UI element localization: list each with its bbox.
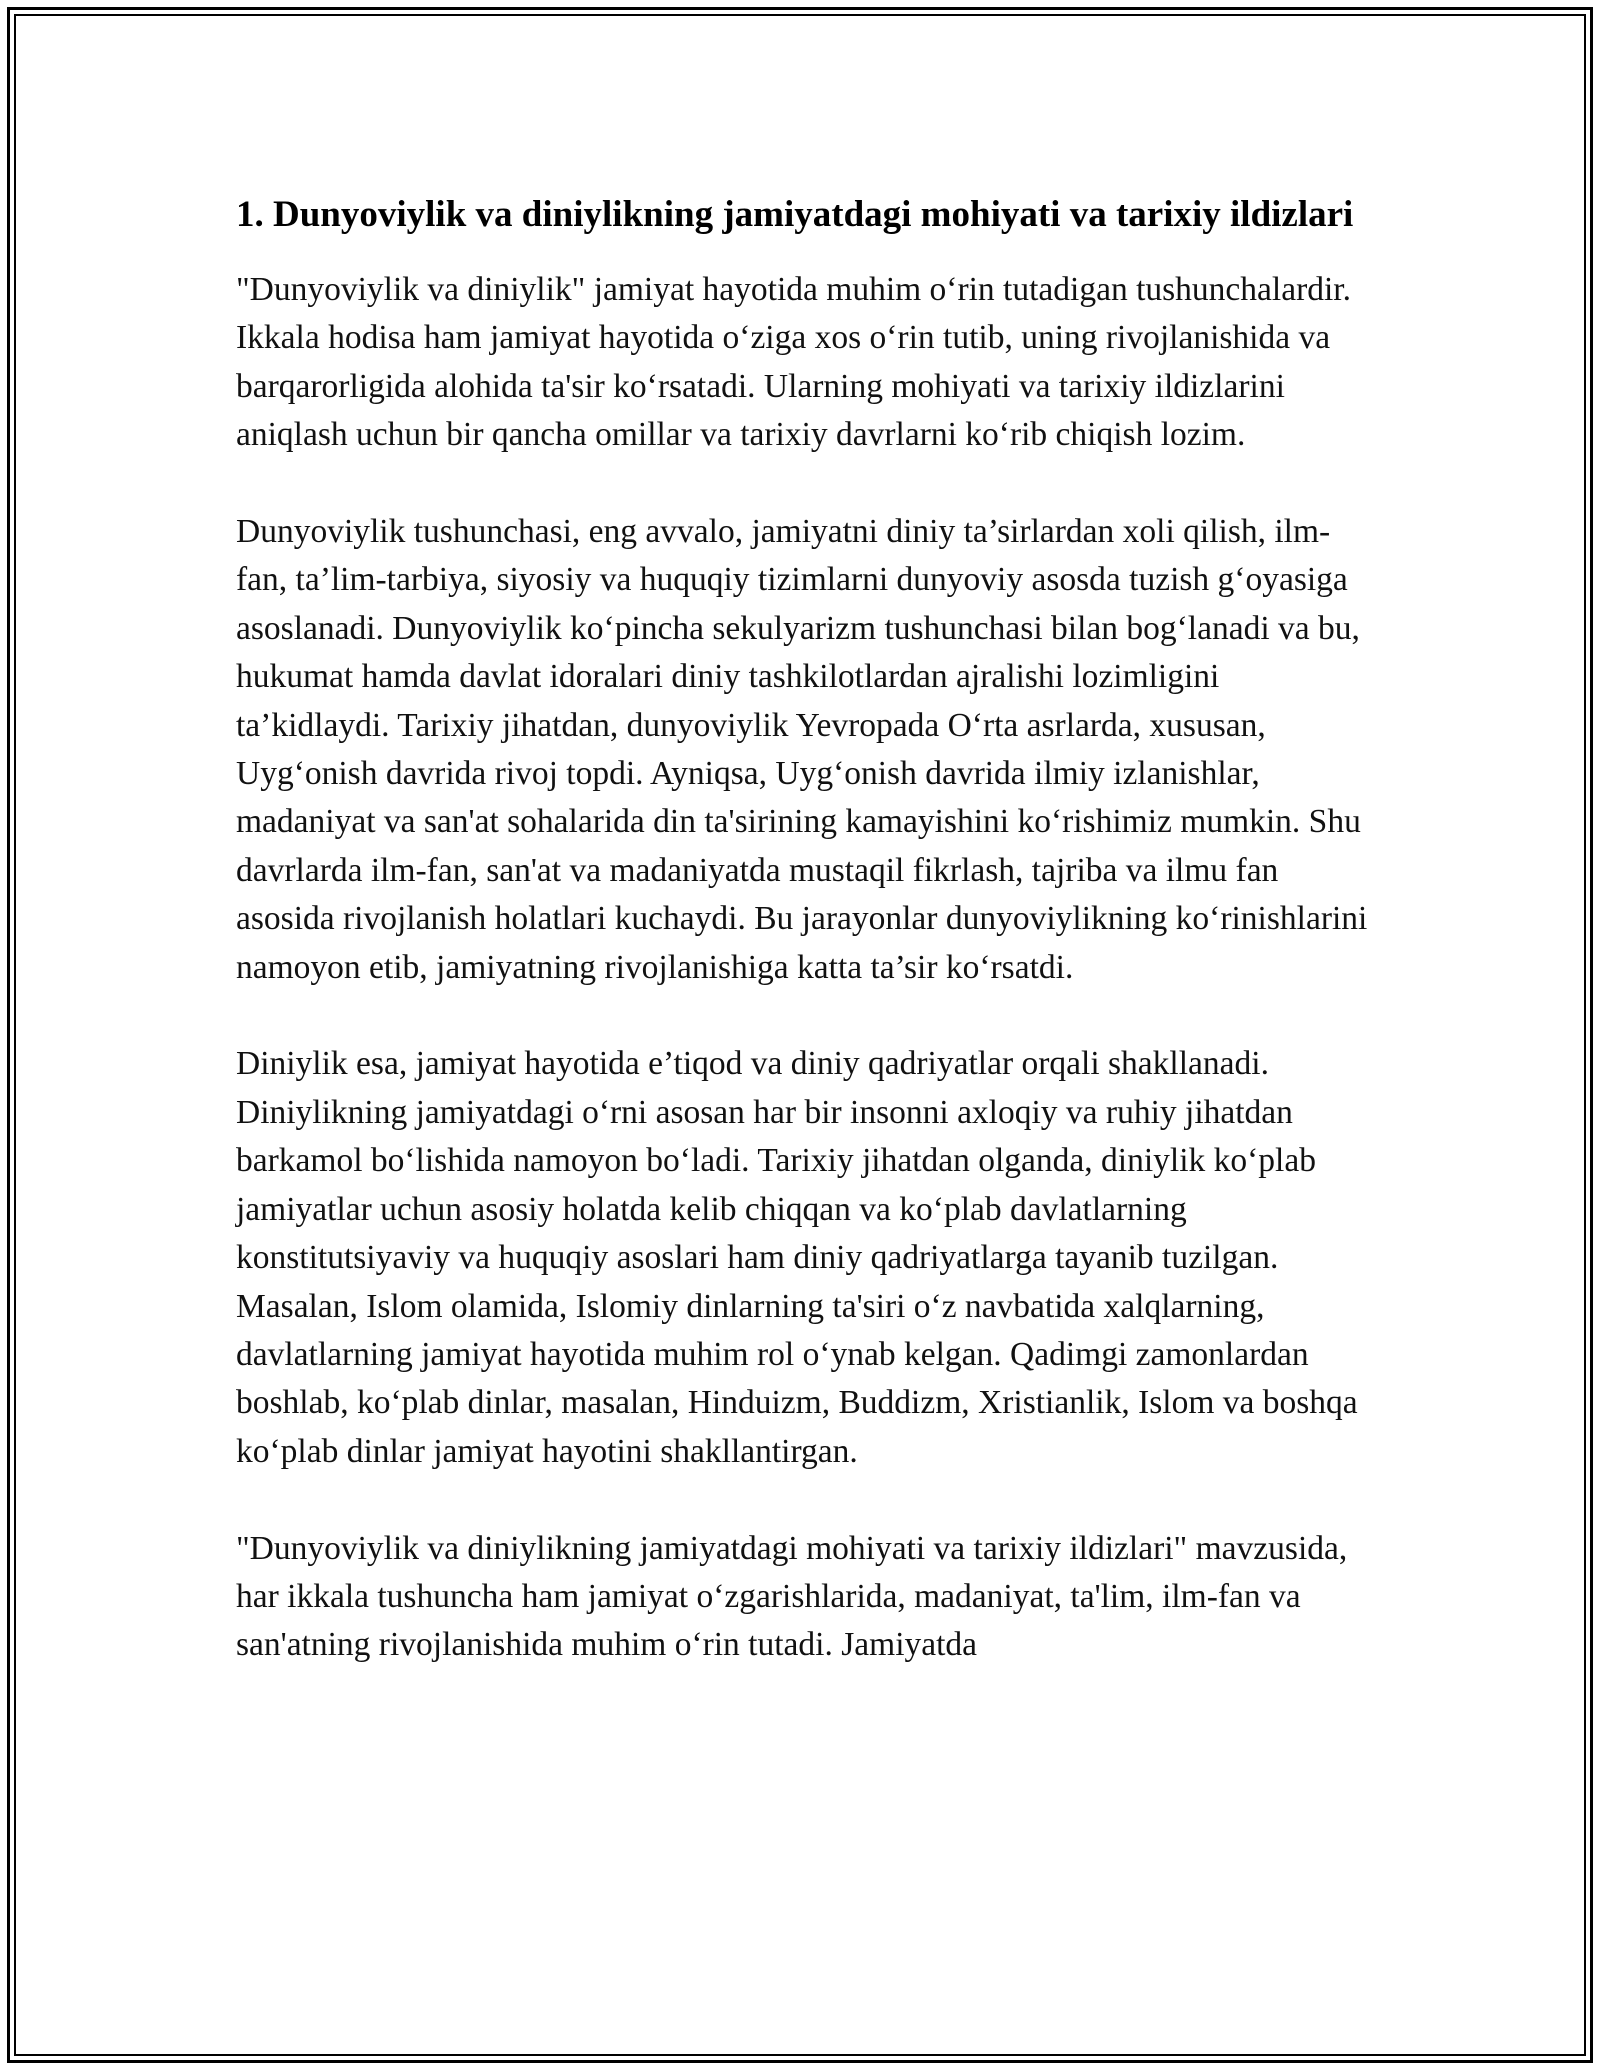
paragraph-conclusion: "Dunyoviylik va diniylikning jamiyatdagi mohiyati va tarixiy ildizlari" mavzusida, har ikkala tushuncha ham jamiyat o‘zgarishlarida, madaniyat, ta'lim, ilm-fan va san'atning rivojlanishida muhim o‘rin tutadi. Jamiyatda — [236, 1529, 1348, 1664]
paragraph-secularism: Dunyoviylik tushunchasi, eng avvalo, jamiyatni diniy ta’sirlardan xoli qilish, ilm-fan, ta’lim-tarbiya, siyosiy va huquqiy tizimlarni dunyoviy asosda tuzish g‘oyasiga asoslanadi. Dunyoviylik ko‘pincha sekulyarizm tushunchasi bilan bog‘lanadi va bu, hukumat hamda davlat idoralari diniy tashkilotlardan ajralishi lozimligini ta’kidlaydi. Tarixiy jihatdan, dunyoviylik Yevropada O‘rta asrlarda, xususan, Uyg‘onish davrida rivoj topdi. Ayniqsa, Uyg‘onish davrida ilmiy izlanishlar, madaniyat va san'at sohalarida din ta'sirining kamayishini ko‘rishimiz mumkin. Shu davrlarda ilm-fan, san'at va madaniyatda mustaqil fikrlash, tajriba va ilmu fan asosida rivojlanish holatlari kuchaydi. Bu jarayonlar dunyoviylikning ko‘rinishlarini namoyon etib, jamiyatning rivojlanishiga katta ta’sir ko‘rsatdi. — [236, 513, 1368, 986]
section-heading: 1. Dunyoviylik va diniylikning jamiyatdagi mohiyati va tarixiy ildizlari — [236, 194, 1354, 235]
document-body — [236, 188, 1376, 1718]
paragraph-intro: "Dunyoviylik va diniylik" jamiyat hayotida muhim o‘rin tutadigan tushunchalardir. Ikkala hodisa ham jamiyat hayotida o‘ziga xos o‘rin tutib, uning rivojlanishida va barqarorligida alohida ta'sir ko‘rsatadi. Ularning mohiyati va tarixiy ildizlarini aniqlash uchun bir qancha omillar va tarixiy davrlarni ko‘rib chiqish lozim. — [236, 271, 1351, 454]
paragraph-religiosity: Diniylik esa, jamiyat hayotida e’tiqod va diniy qadriyatlar orqali shakllanadi. Diniylikning jamiyatdagi o‘rni asosan har bir insonni axloqiy va ruhiy jihatdan barkamol bo‘lishida namoyon bo‘ladi. Tarixiy jihatdan olganda, diniylik ko‘plab jamiyatlar uchun asosiy holatda kelib chiqqan va ko‘plab davlatlarning konstitutsiyaviy va huquqiy asoslari ham diniy qadriyatlarga tayanib tuzilgan. Masalan, Islom olamida, Islomiy dinlarning ta'siri o‘z navbatida xalqlarning, davlatlarning jamiyat hayotida muhim rol o‘ynab kelgan. Qadimgi zamonlardan boshlab, ko‘plab dinlar, masalan, Hinduizm, Buddizm, Xristianlik, Islom va boshqa ko‘plab dinlar jamiyat hayotini shakllantirgan. — [236, 1045, 1358, 1470]
